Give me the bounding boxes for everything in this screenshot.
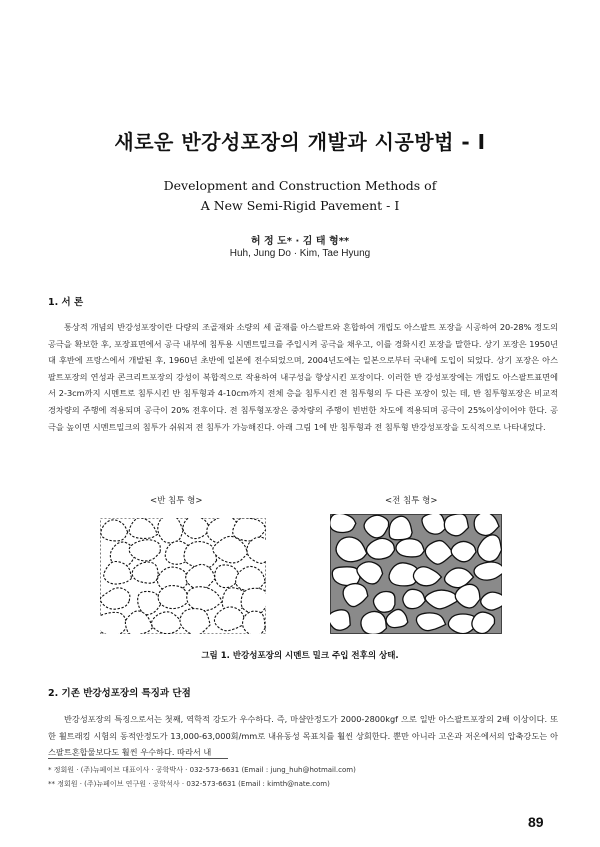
aggregate-stone	[361, 611, 386, 634]
footnote-divider	[48, 758, 228, 759]
english-title-line-1: Development and Construction Methods of	[163, 178, 437, 193]
aggregate-stone	[474, 562, 502, 580]
authors-english: Huh, Jung Do · Kim, Tae Hyung	[229, 248, 371, 259]
korean-title: 새로운 반강성포장의 개발과 시공방법 - I	[114, 130, 486, 154]
page-number: 89	[528, 814, 544, 830]
footnote-2: ** 정회원 · (주)뉴페이브 연구원 · 공학석사 · 032-573-6631 (Email : kimth@nate.com)	[48, 780, 330, 788]
figure-label-semi-penetration: <반 침투 형>	[150, 496, 203, 506]
section-2-heading: 2. 기존 반강성포장의 특징과 단점	[48, 688, 191, 699]
aggregate-stone	[396, 539, 424, 557]
figure-label-full-penetration: <전 침투 형>	[385, 496, 438, 506]
section-1-paragraph: 통상적 개념의 반강성포장이란 다량의 조골재와 소량의 세 골재를 아스팔트와 혼합하여 개립도 아스팔트 포장을 시공하여 20-28% 정도의 공극을 확보한 후, 포장표면에서 공극 내부에 침투용 시멘트밀크를 주입시켜 공극을 채우고, 이를 경화시킨 포장을 말한다. 상기 포장은 1950년대 후반에 프랑스에서 개발된 후, 1960년 초반에 일본에 전수되었으며, 2004년도에는 일본으로부터 국내에 도입이 되었다. 상기 포장은 아스팔트포장의 연성과 콘크리트포장의 강성이 복합적으로 작용하여 내구성을 향상시킨 포장이다. 이러한 반 강성포장에는 개립도 아스팔트표면에서 2-3cm까지 시멘트로 침투시킨 반 침투형과 4-10cm까지 전체 층을 침투시킨 전 침투형의 두 다른 포장이 있는 데, 반 침투형포장은 비교적 경차량의 주행에 적용되며 공극이 20% 전후이다. 전 침투형포장은 중차량의 주행이 빈번한 차도에 적용되며 공극이 25%이상이어야 한다. 공극을 높이면 시멘트밀크의 침투가 쉬워져 전 침투가 가능해진다. 아래 그림 1에 반 침투형과 전 침투형 반강성포장을 도식적으로 나타내었다.	[48, 322, 558, 432]
aggregate-stone	[332, 567, 360, 586]
full-penetration-diagram	[330, 514, 502, 634]
section-1-heading: 1. 서 론	[48, 297, 84, 308]
aggregate-stone	[100, 612, 128, 634]
semi-penetration-diagram	[100, 518, 266, 634]
aggregate-stone	[243, 611, 266, 634]
aggregate-stone	[330, 610, 350, 630]
aggregate-stone	[158, 518, 183, 543]
section-2-paragraph: 반강성포장의 특징으로서는 첫째, 역학적 강도가 우수하다. 즉, 마샬안정도가 2000-2800kgf 으로 일반 아스팔트포장의 2배 이상이다. 또한 휠트래킹 시험의 동적안정도가 13,000-63,000회/mm로 내유동성 목표치를 훨씬 상회한다. 뿐만 아니라 고온과 저온에서의 압축강도는 아스팔트혼합물보다도 훨씬 우수하다. 따라서 내	[48, 714, 558, 758]
aggregate-stone	[373, 591, 394, 612]
authors-korean: 허 정 도* · 김 태 형**	[250, 236, 350, 247]
figure-1-caption: 그림 1. 반강성포장의 시멘트 밀크 주입 전후의 상태.	[201, 651, 399, 661]
footnote-1: * 정회원 · (주)뉴페이브 대표이사 · 공학박사 · 032-573-6631 (Email : jung_huh@hotmail.com)	[48, 766, 356, 774]
english-title-line-2: A New Semi-Rigid Pavement - I	[200, 198, 400, 213]
english-title	[0, 176, 600, 216]
